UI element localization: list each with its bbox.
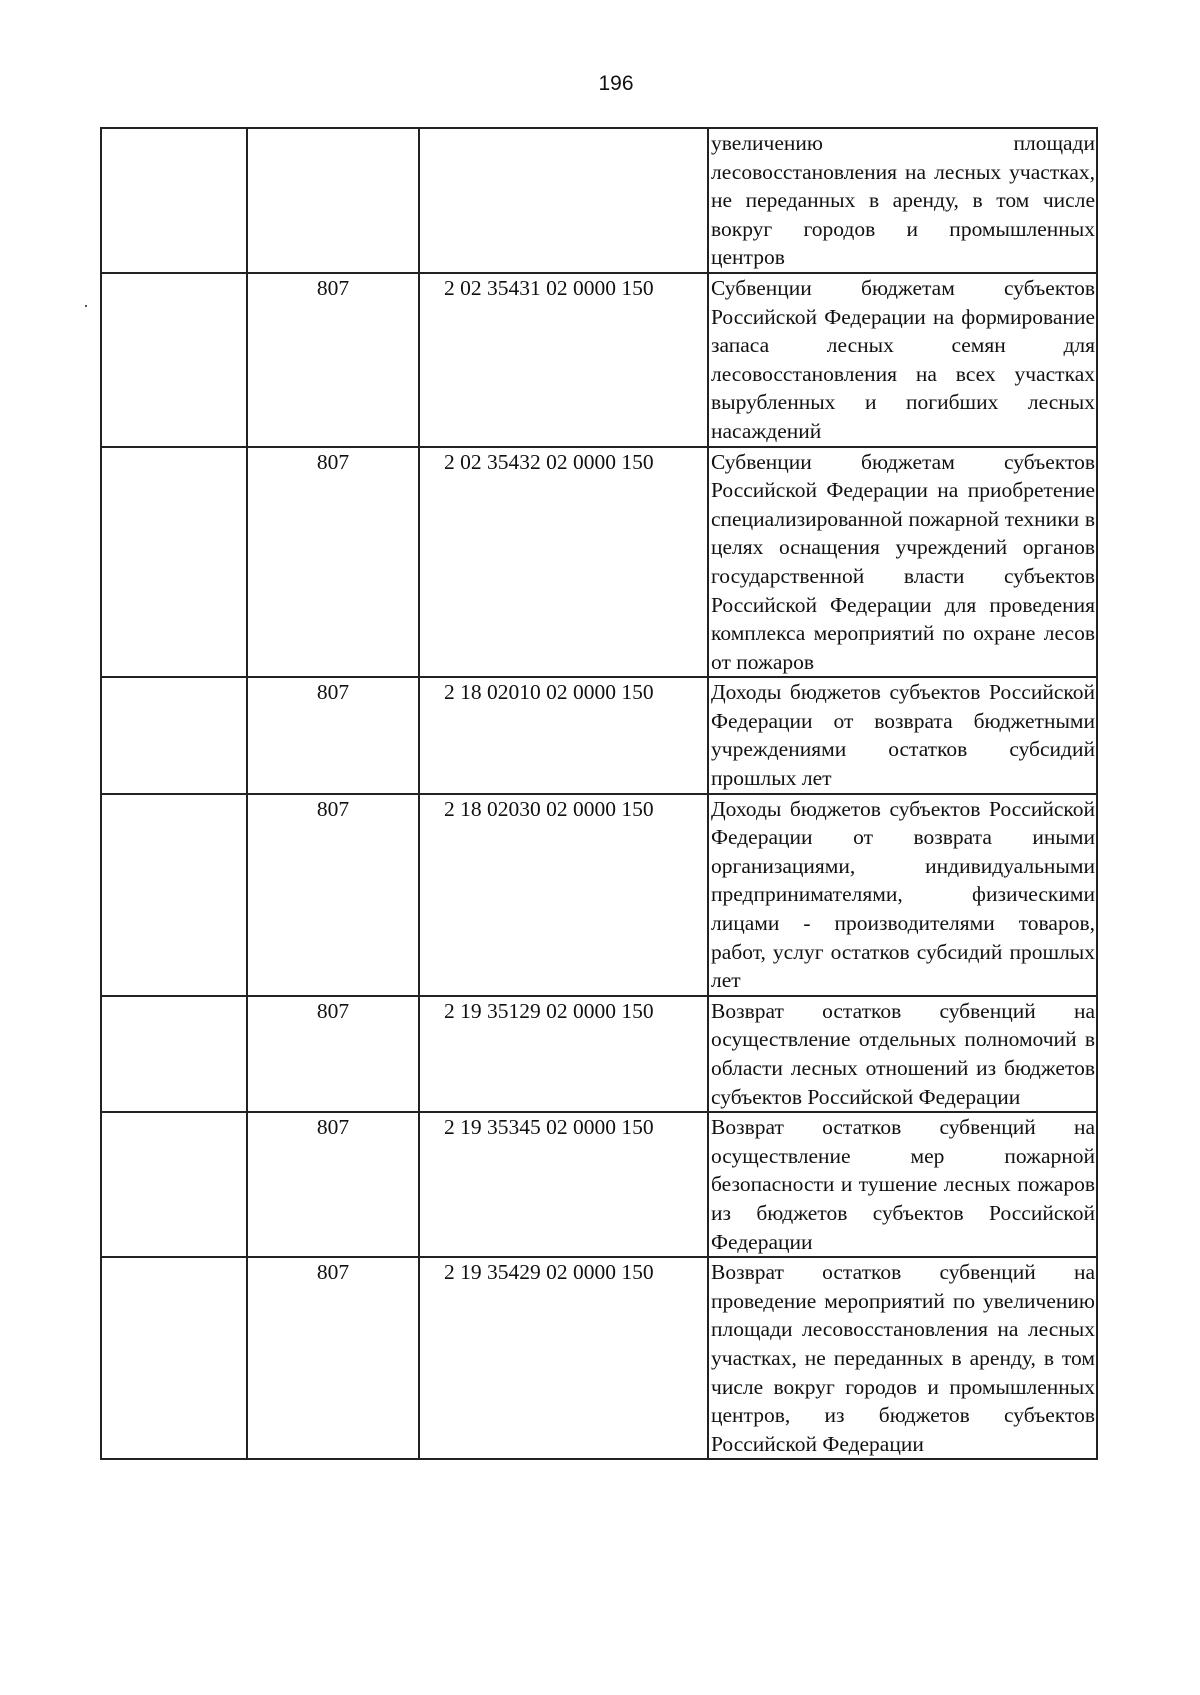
table-row [101,794,1097,996]
empty-cell [101,1257,247,1459]
table-row [101,447,1097,678]
table-row [101,677,1097,793]
budget-code-cell: 2 18 02010 02 0000 150 [419,677,708,793]
empty-cell [101,273,247,447]
table-row [101,273,1097,447]
table-row [101,996,1097,1112]
page-number: 196 [598,72,634,95]
empty-cell [101,1112,247,1257]
scan-dot [85,305,87,307]
admin-code-cell: 807 [247,677,419,793]
budget-code-cell [419,128,708,273]
budget-code-cell: 2 19 35129 02 0000 150 [419,996,708,1112]
empty-cell [101,128,247,273]
empty-cell [101,447,247,678]
budget-code-cell: 2 19 35429 02 0000 150 [419,1257,708,1459]
description-cell: Субвенции бюджетам субъектов Российской Федерации на приобретение специализированной пожарной техники в целях оснащения учреждений органов государственной власти субъектов Российской Федерации для проведения комплекса мероприятий по охране лесов от пожаров [708,447,1097,678]
description-cell: Доходы бюджетов субъектов Российской Федерации от возврата иными организациями, индивидуальными предпринимателями, физическими лицами - производителями товаров, работ, услуг остатков субсидий прошлых лет [708,794,1097,996]
table-row [101,128,1097,273]
description-cell: Возврат остатков субвенций на проведение мероприятий по увеличению площади лесовосстановления на лесных участках, не переданных в аренду, в том числе вокруг городов и промышленных центров, из бюджетов субъектов Российской Федерации [708,1257,1097,1459]
description-cell: Возврат остатков субвенций на осуществление мер пожарной безопасности и тушение лесных пожаров из бюджетов субъектов Российской Федерации [708,1112,1097,1257]
table-row [101,1257,1097,1459]
admin-code-cell: 807 [247,996,419,1112]
empty-cell [101,996,247,1112]
admin-code-cell: 807 [247,273,419,447]
empty-cell [101,677,247,793]
description-cell: увеличению площади лесовосстановления на лесных участках, не переданных в аренду, в том числе вокруг городов и промышленных центров [708,128,1097,273]
budget-code-cell: 2 19 35345 02 0000 150 [419,1112,708,1257]
description-cell: Доходы бюджетов субъектов Российской Федерации от возврата бюджетными учреждениями остатков субсидий прошлых лет [708,677,1097,793]
empty-cell [101,794,247,996]
admin-code-cell [247,128,419,273]
admin-code-cell: 807 [247,447,419,678]
budget-codes-table [100,127,1098,1460]
budget-code-cell: 2 18 02030 02 0000 150 [419,794,708,996]
budget-code-cell: 2 02 35431 02 0000 150 [419,273,708,447]
table-row [101,1112,1097,1257]
description-cell: Возврат остатков субвенций на осуществление отдельных полномочий в области лесных отношений из бюджетов субъектов Российской Федерации [708,996,1097,1112]
admin-code-cell: 807 [247,1257,419,1459]
budget-code-cell: 2 02 35432 02 0000 150 [419,447,708,678]
description-cell: Субвенции бюджетам субъектов Российской Федерации на формирование запаса лесных семян для лесовосстановления на всех участках вырубленных и погибших лесных насаждений [708,273,1097,447]
admin-code-cell: 807 [247,794,419,996]
admin-code-cell: 807 [247,1112,419,1257]
